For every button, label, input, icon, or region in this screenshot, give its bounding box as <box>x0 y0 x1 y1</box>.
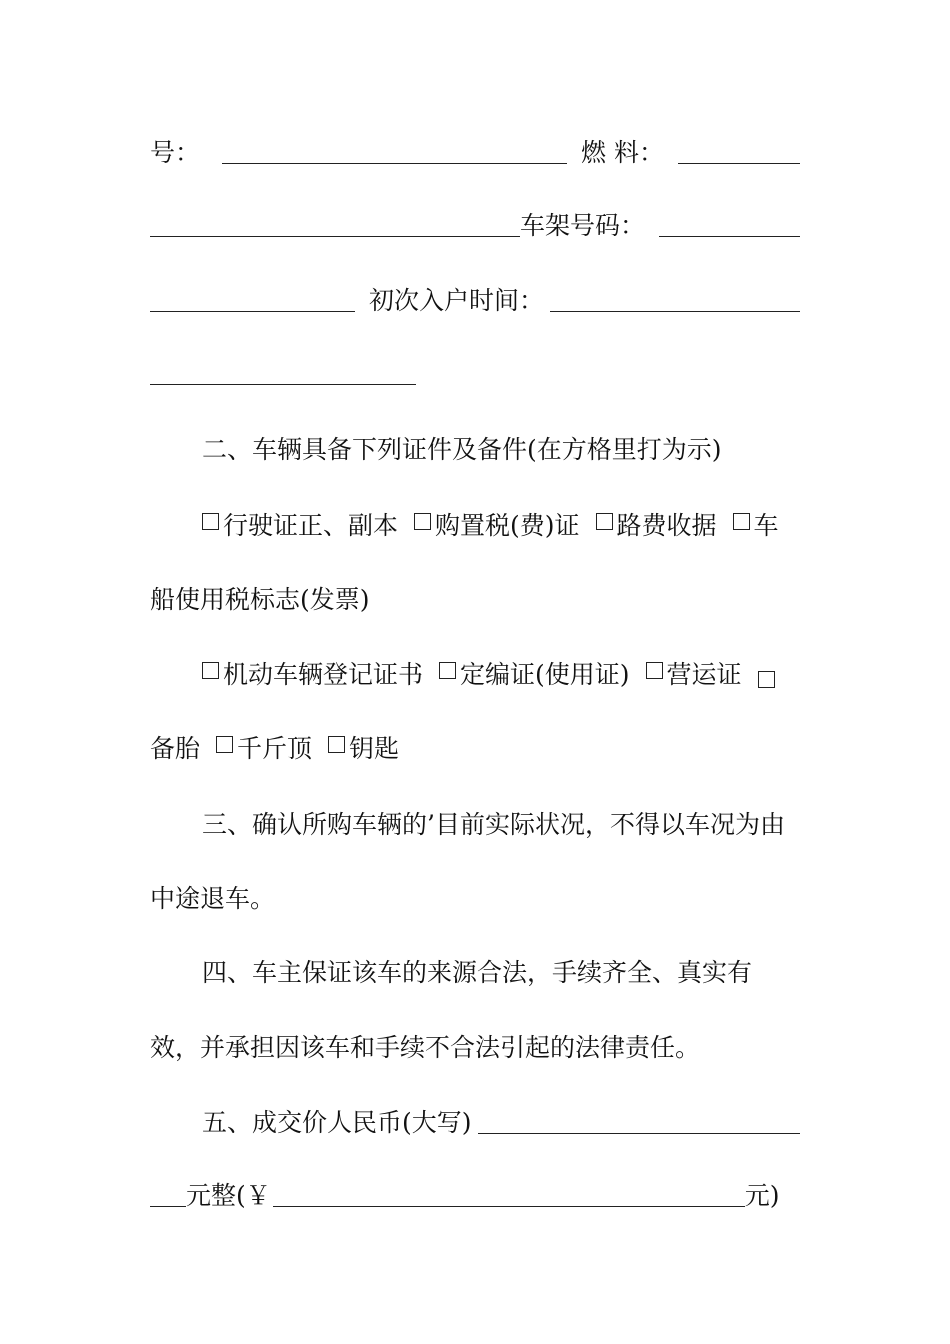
plate-number-label: 号： <box>150 138 201 167</box>
fuel-label: 燃 料： <box>581 138 664 167</box>
price-amount-blank[interactable] <box>273 1205 745 1207</box>
section2-options-row2-cont <box>150 731 800 765</box>
section4-line2: 效，并承担因该车和手续不合法引起的法律责任。 <box>150 1033 701 1062</box>
plate-number-blank[interactable] <box>222 162 567 164</box>
checkbox[interactable] <box>646 662 663 679</box>
section5-line2 <box>150 1178 800 1212</box>
section2-heading: 二、车辆具备下列证件及备件(在方格里打为示) <box>202 435 722 464</box>
price-yuan-label: 元) <box>744 1181 780 1210</box>
first-registration-blank[interactable] <box>550 310 800 312</box>
option-spare-tire[interactable] <box>758 674 779 691</box>
first-registration-cont-blank[interactable] <box>150 383 416 385</box>
checkbox[interactable] <box>202 662 219 679</box>
section2-options-row1-cont: 船使用税标志(发票) <box>150 585 370 614</box>
plate-fuel-row <box>150 135 800 169</box>
checkbox[interactable] <box>328 736 345 753</box>
section2-options-row2 <box>150 657 800 691</box>
option-driving-license[interactable]: 行驶证正、副本 <box>202 506 398 542</box>
engine-number-blank[interactable] <box>150 235 520 237</box>
price-whole-label: 元整(￥ <box>186 1181 271 1210</box>
registration-row <box>150 283 800 317</box>
spare-tire-label: 备胎 <box>150 734 201 763</box>
section3-line1: 三、确认所购车辆的’目前实际状况，不得以车况为由 <box>202 810 785 839</box>
chassis-number-cont-blank[interactable] <box>150 310 355 312</box>
checkbox[interactable] <box>414 513 431 530</box>
checkbox[interactable] <box>202 513 219 530</box>
price-in-words-cont-blank[interactable] <box>150 1205 186 1207</box>
checkbox[interactable] <box>216 736 233 753</box>
option-toll-receipt[interactable]: 路费收据 <box>596 506 717 542</box>
section4-line1: 四、车主保证该车的来源合法，手续齐全、真实有 <box>202 958 753 987</box>
chassis-row <box>150 208 800 242</box>
section2-options-row1 <box>150 508 800 542</box>
option-jack[interactable]: 千斤顶 <box>216 729 312 765</box>
option-vessel-tax[interactable]: 车 <box>733 506 779 542</box>
option-capacity-certificate[interactable]: 定编证(使用证) <box>439 655 630 691</box>
checkbox[interactable] <box>596 513 613 530</box>
option-purchase-tax[interactable]: 购置税(费)证 <box>414 506 580 542</box>
section3-line2: 中途退车。 <box>150 884 276 913</box>
chassis-number-label: 车架号码： <box>520 211 646 240</box>
registration-cont-row <box>150 356 800 390</box>
section5-line1 <box>150 1105 800 1139</box>
price-in-words-blank[interactable] <box>478 1132 800 1134</box>
checkbox[interactable] <box>758 671 775 688</box>
fuel-blank[interactable] <box>678 162 800 164</box>
checkbox[interactable] <box>733 513 750 530</box>
option-registration-certificate[interactable]: 机动车辆登记证书 <box>202 655 423 691</box>
checkbox[interactable] <box>439 662 456 679</box>
option-operating-certificate[interactable]: 营运证 <box>646 655 742 691</box>
chassis-number-blank[interactable] <box>659 235 800 237</box>
price-label: 五、成交价人民币(大写) <box>202 1108 472 1137</box>
option-keys[interactable]: 钥匙 <box>328 729 399 765</box>
first-registration-label: 初次入户时间： <box>369 286 545 315</box>
